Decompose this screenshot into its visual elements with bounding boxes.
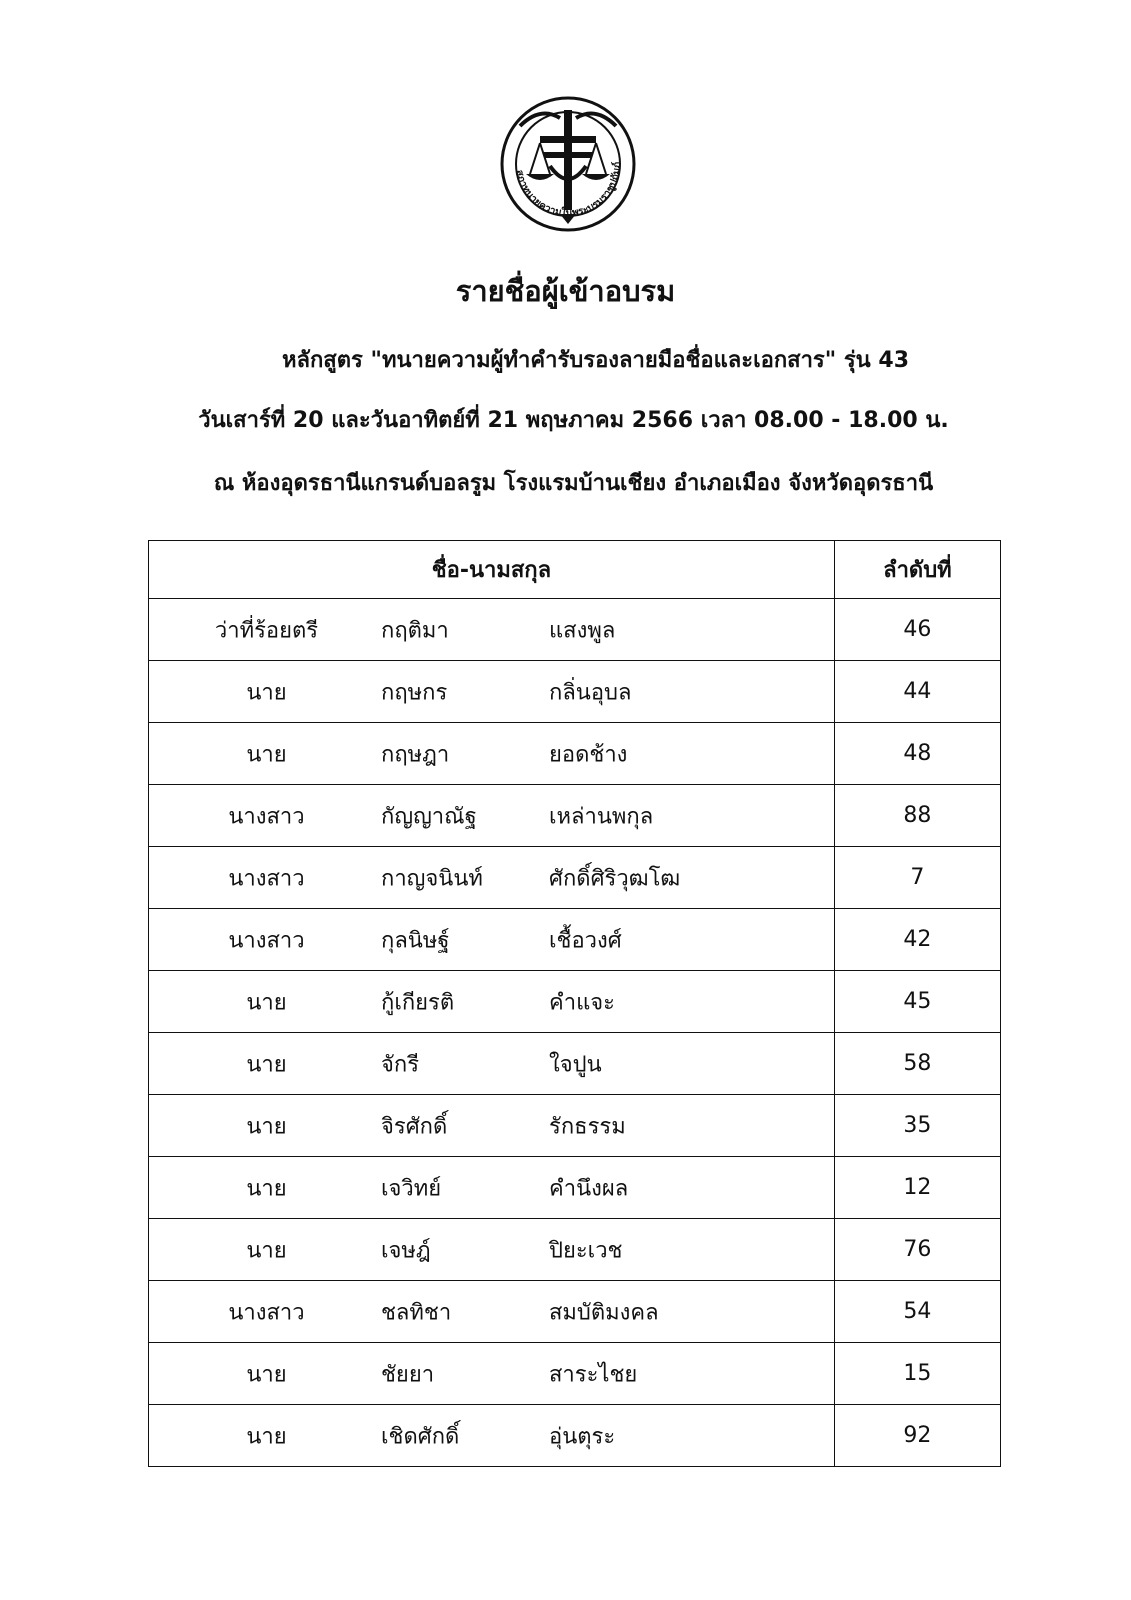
first-name: จิรศักดิ์: [381, 1114, 448, 1139]
sequence-number: 58: [834, 1033, 1000, 1095]
table-row: [149, 847, 1001, 909]
name-title: นาย: [246, 1362, 287, 1387]
course-name: หลักสูตร "ทนายความผู้ทำคำรับรองลายมือชื่อและเอกสาร" รุ่น 43: [282, 348, 909, 373]
training-venue: ณ ห้องอุดรธานีแกรนด์บอลรูม โรงแรมบ้านเชียง อำเภอเมือง จังหวัดอุดรธานี: [213, 471, 934, 496]
table-row: [149, 1095, 1001, 1157]
last-name: เชื้อวงศ์: [549, 928, 622, 953]
table-row: [149, 909, 1001, 971]
table-row: [149, 599, 1001, 661]
last-name: รักธรรม: [549, 1114, 626, 1139]
sequence-number: 15: [834, 1343, 1000, 1405]
first-name: กฤษกร: [381, 680, 448, 705]
sequence-number: 7: [834, 847, 1000, 909]
svg-text:สภาทนายความในพระบรมราชูปถัมภ์: สภาทนายความในพระบรมราชูปถัมภ์: [513, 161, 624, 220]
name-title: นางสาว: [228, 804, 305, 829]
sequence-number: 12: [834, 1157, 1000, 1219]
first-name: กุลนิษฐ์: [381, 928, 450, 953]
table-row: [149, 1033, 1001, 1095]
sequence-number: 92: [834, 1405, 1000, 1467]
sequence-number: 54: [834, 1281, 1000, 1343]
name-cell: [149, 723, 835, 785]
header-name: ชื่อ-นามสกุล: [149, 541, 835, 599]
sequence-number: 88: [834, 785, 1000, 847]
name-title: นาย: [246, 742, 287, 767]
document-title: รายชื่อผู้เข้าอบรม: [455, 274, 676, 308]
first-name: กาญจนินท์: [381, 866, 483, 891]
name-cell: [149, 785, 835, 847]
name-title: นาย: [246, 1176, 287, 1201]
training-date-time: วันเสาร์ที่ 20 และวันอาทิตย์ที่ 21 พฤษภาคม 2566 เวลา 08.00 - 18.00 น.: [198, 408, 949, 433]
table-row: [149, 785, 1001, 847]
last-name: สาระไชย: [549, 1362, 638, 1387]
first-name: กฤติมา: [381, 618, 449, 643]
sequence-number: 48: [834, 723, 1000, 785]
table-row: [149, 971, 1001, 1033]
first-name: เจษฎ์: [381, 1238, 431, 1263]
name-title: นาย: [246, 1238, 287, 1263]
name-cell: [149, 909, 835, 971]
header-seq: ลำดับที่: [834, 541, 1000, 599]
name-cell: [149, 661, 835, 723]
name-title: นาย: [246, 1424, 287, 1449]
first-name: ชัยยา: [381, 1362, 435, 1387]
sequence-number: 46: [834, 599, 1000, 661]
lawyers-council-seal: [500, 96, 636, 232]
first-name: จักรี: [381, 1052, 420, 1077]
name-cell: [149, 1095, 835, 1157]
table-row: [149, 1219, 1001, 1281]
first-name: เชิดศักดิ์: [381, 1424, 460, 1449]
name-title: นาย: [246, 680, 287, 705]
name-cell: [149, 971, 835, 1033]
participant-rows: [149, 599, 1001, 1467]
first-name: กู้เกียรติ: [381, 990, 455, 1015]
name-title: นาย: [246, 990, 287, 1015]
first-name: ชลทิชา: [381, 1300, 452, 1325]
last-name: คำนึงผล: [549, 1176, 629, 1201]
name-cell: [149, 847, 835, 909]
name-cell: [149, 599, 835, 661]
first-name: เจวิทย์: [381, 1176, 442, 1201]
first-name: กฤษฎา: [381, 742, 450, 767]
sequence-number: 45: [834, 971, 1000, 1033]
last-name: ใจปูน: [549, 1052, 602, 1077]
table-row: [149, 1157, 1001, 1219]
name-cell: [149, 1033, 835, 1095]
sequence-number: 35: [834, 1095, 1000, 1157]
first-name: กัญญาณัฐ: [381, 804, 477, 829]
name-cell: [149, 1405, 835, 1467]
last-name: อุ่นตุระ: [549, 1424, 616, 1449]
name-title: นาย: [246, 1052, 287, 1077]
name-cell: [149, 1157, 835, 1219]
last-name: ปิยะเวช: [549, 1238, 623, 1263]
table-row: [149, 1405, 1001, 1467]
last-name: คำแจะ: [549, 990, 615, 1015]
last-name: สมบัติมงคล: [549, 1300, 659, 1325]
name-title: นางสาว: [228, 1300, 305, 1325]
table-row: [149, 1281, 1001, 1343]
name-cell: [149, 1343, 835, 1405]
name-title: นางสาว: [228, 928, 305, 953]
last-name: ศักดิ์ศิริวุฒโฒ: [549, 866, 681, 891]
name-cell: [149, 1281, 835, 1343]
table-row: [149, 661, 1001, 723]
table-row: [149, 1343, 1001, 1405]
sequence-number: 76: [834, 1219, 1000, 1281]
participant-table: [148, 540, 1001, 1467]
table-row: [149, 723, 1001, 785]
last-name: ยอดช้าง: [549, 742, 628, 767]
last-name: เหล่านพกุล: [549, 804, 654, 829]
table-header-row: [149, 541, 1001, 599]
sequence-number: 42: [834, 909, 1000, 971]
sequence-number: 44: [834, 661, 1000, 723]
name-cell: [149, 1219, 835, 1281]
name-title: ว่าที่ร้อยตรี: [214, 618, 319, 643]
name-title: นาย: [246, 1114, 287, 1139]
last-name: กลิ่นอุบล: [549, 680, 632, 705]
name-title: นางสาว: [228, 866, 305, 891]
last-name: แสงพูล: [549, 618, 616, 643]
